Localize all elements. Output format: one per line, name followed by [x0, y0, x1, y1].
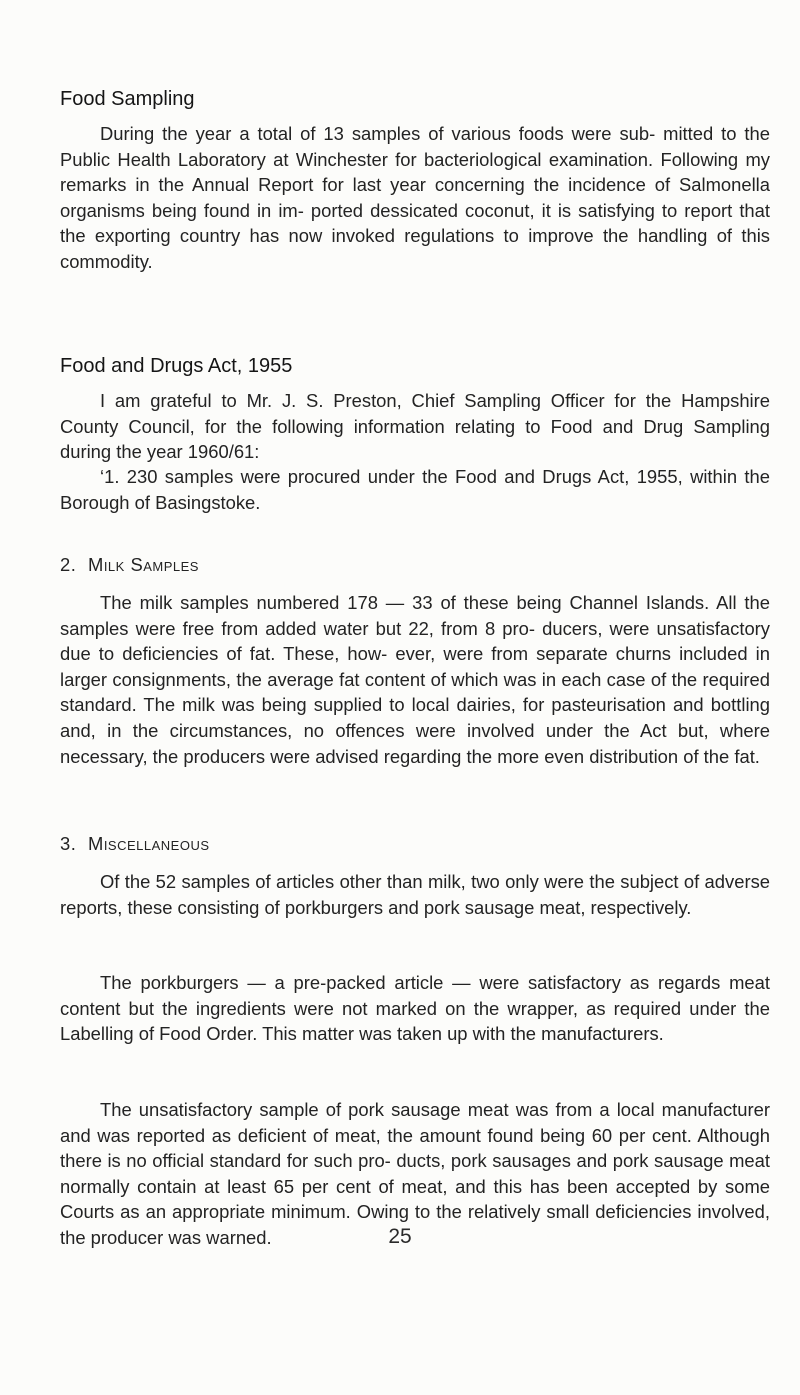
miscellaneous-paragraph-3: The unsatisfactory sample of pork sausage meat was from a local manufacturer and was reported as deficient of meat, the amount found being 60 per cent. Although there is no official standard for such pro- ducts, pork sausages and pork sausage meat normally contain at least 65 per cent of meat, and this has been accepted by some Courts as an appropriate minimum. Owing to the relatively small deficiencies involved, the producer was warned. — [60, 1099, 770, 1248]
item-1-paragraph: ‘1. 230 samples were procured under the Food and Drugs Act, 1955, within the Borough of Basingstoke. — [60, 466, 770, 513]
miscellaneous-heading — [60, 831, 210, 857]
food-sampling-paragraph: During the year a total of 13 samples of various foods were sub- mitted to the Public Health Laboratory at Winchester for bacteriological examination. Following my remarks in the Annual Report for last year concerning the incidence of Salmonella organisms being found in im- ported dessicated coconut, it is satisfying to report that the exporting country has now invoked regulations to improve the handling of this commodity. — [60, 123, 770, 272]
miscellaneous-number: 3. — [60, 833, 77, 854]
food-sampling-heading: Food Sampling — [60, 88, 195, 110]
food-and-drugs-intro: I am grateful to Mr. J. S. Preston, Chief Sampling Officer for the Hampshire County Council, for the following information relating to Food and Drug Sampling during the year 1960/61: — [60, 390, 770, 463]
page-number: 25 — [388, 1225, 412, 1248]
food-and-drugs-heading: Food and Drugs Act, 1955 — [60, 355, 293, 377]
milk-samples-paragraph: The milk samples numbered 178 — 33 of these being Channel Islands. All the samples were free from added water but 22, from 8 pro- ducers, were unsatisfactory due to deficiencies of fat. These, how- ever, were from separate churns included in larger consignments, the average fat content of which was in each case of the required standard. The milk was being supplied to local dairies, for pasteurisation and bottling and, in the circumstances, no offences were involved under the Act but, where necessary, the producers were advised regarding the more even distribution of the fat. — [60, 592, 770, 767]
milk-samples-number: 2. — [60, 554, 77, 575]
milk-samples-heading — [60, 552, 199, 578]
miscellaneous-paragraph-1: Of the 52 samples of articles other than milk, two only were the subject of adverse reports, these consisting of porkburgers and pork sausage meat, respectively. — [60, 871, 770, 918]
milk-samples-title: Milk Samples — [88, 554, 199, 575]
miscellaneous-title: Miscellaneous — [88, 833, 210, 854]
miscellaneous-paragraph-2: The porkburgers — a pre-packed article — were satisfactory as regards meat content but the ingredients were not marked on the wrapper, as required under the Labelling of Food Order. This matter was taken up with the manufacturers. — [60, 972, 770, 1045]
